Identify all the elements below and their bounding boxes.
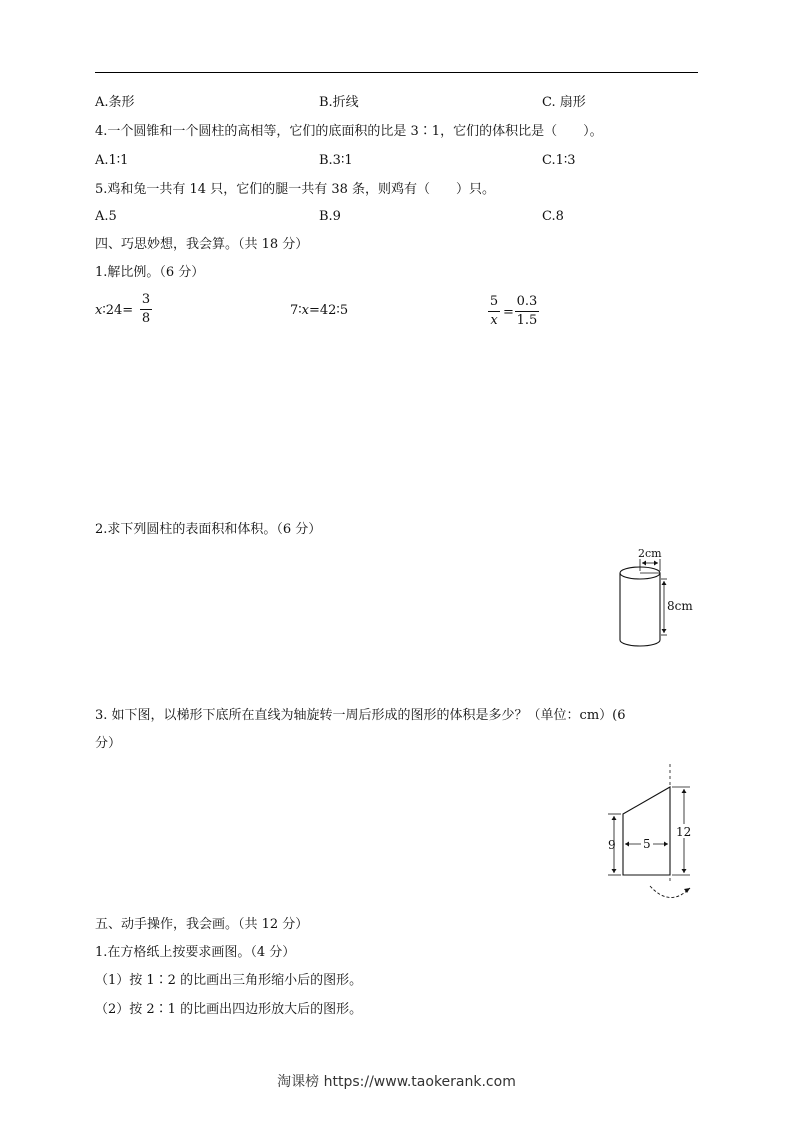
- eq1-mid: ∶24=: [102, 303, 134, 318]
- trapezoid-diagram: [600, 762, 710, 910]
- q3-option-c: C. 扇形: [542, 95, 586, 110]
- eq3-right-denominator: 1.5: [516, 313, 538, 328]
- cylinder-bottom-arc: [620, 640, 660, 646]
- eq1-fraction: [140, 292, 152, 327]
- eq2-left: 7∶: [290, 303, 302, 318]
- cylinder-diagram: [605, 545, 705, 655]
- eq3-left-fraction: [488, 294, 500, 329]
- eq3-right-numerator: 0.3: [516, 294, 538, 309]
- bottom-label: 5: [643, 837, 651, 851]
- s5-p1-sub2: （2）按 2∶1 的比画出四边形放大后的图形。: [95, 1002, 363, 1017]
- q4-text: 4.一个圆锥和一个圆柱的高相等，它们的底面积的比是 3∶1，它们的体积比是（ ）。: [95, 124, 603, 139]
- rotation-arrow-arc: [650, 886, 690, 898]
- q5-option-b: B.9: [319, 209, 341, 224]
- s4-p2-title: 2.求下列圆柱的表面积和体积。（6 分）: [95, 522, 322, 537]
- q3-option-b: B.折线: [319, 95, 359, 110]
- eq3-right-fraction: [515, 294, 539, 329]
- q5-option-c: C.8: [542, 209, 564, 224]
- eq1-left: [95, 302, 133, 320]
- q3-option-a: A.条形: [95, 95, 135, 110]
- q4-option-a: A.1∶1: [95, 153, 129, 168]
- trapezoid-shape: [623, 787, 670, 875]
- s4-p1-title: 1.解比例。（6 分）: [95, 265, 205, 280]
- eq3-equals: =: [503, 305, 514, 320]
- q5-text: 5.鸡和兔一共有 14 只，它们的腿一共有 38 条，则鸡有（ ）只。: [95, 182, 496, 197]
- eq2-right: =42∶5: [309, 303, 349, 318]
- eq3-left-numerator: 5: [489, 294, 499, 309]
- section5-title: 五、动手操作，我会画。（共 12 分）: [95, 917, 309, 932]
- s4-p3-title-line2: 分）: [95, 736, 122, 751]
- q4-option-c: C.1∶3: [542, 153, 576, 168]
- eq2: [290, 302, 348, 320]
- s5-p1-title: 1.在方格纸上按要求画图。（4 分）: [95, 945, 296, 960]
- height-label: 8cm: [667, 599, 693, 613]
- s4-p3-title-line1: 3. 如下图，以梯形下底所在直线为轴旋转一周后形成的图形的体积是多少？（单位：cm）(6: [95, 708, 626, 723]
- q5-option-a: A.5: [95, 209, 117, 224]
- eq2-var: x: [301, 303, 309, 318]
- eq3-left-denominator: x: [490, 313, 498, 328]
- right-label: 12: [676, 825, 692, 839]
- s5-p1-sub1: （1）按 1∶2 的比画出三角形缩小后的图形。: [95, 973, 363, 988]
- eq1-var: x: [95, 303, 103, 318]
- q4-option-b: B.3∶1: [319, 153, 353, 168]
- eq3-left-bar: [488, 311, 500, 312]
- eq3-right-bar: [515, 311, 539, 312]
- eq1-numerator: 3: [141, 292, 151, 307]
- rotation-arrowhead: [684, 888, 690, 893]
- footer-watermark: 淘课榜 https://www.taokerank.com: [277, 1074, 516, 1090]
- radius-label: 2cm: [638, 547, 662, 560]
- section4-title: 四、巧思妙想，我会算。（共 18 分）: [95, 237, 309, 252]
- eq1-denominator: 8: [141, 311, 151, 326]
- eq1-fraction-bar: [140, 309, 152, 310]
- left-label: 9: [608, 838, 616, 852]
- header-rule: [95, 72, 698, 73]
